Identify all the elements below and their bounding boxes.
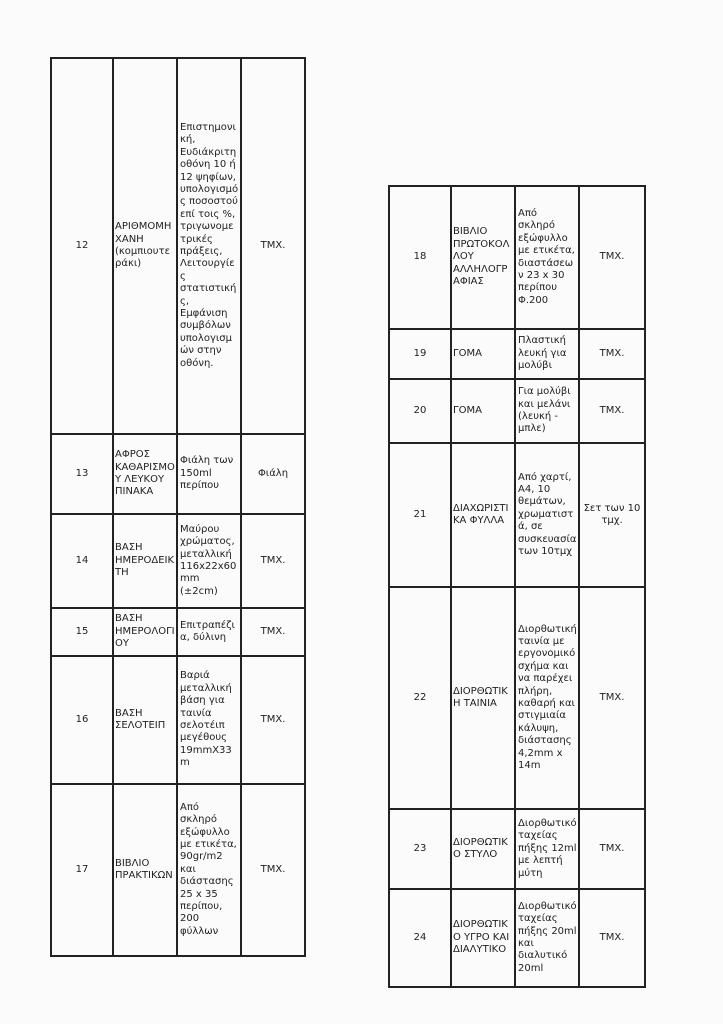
item-number: 20 bbox=[389, 379, 451, 443]
item-name: ΒΑΣΗ ΣΕΛΟΤΕΙΠ bbox=[113, 656, 177, 784]
item-unit: ΤΜΧ. bbox=[579, 587, 645, 809]
item-unit: Φιάλη bbox=[241, 434, 305, 514]
table-row bbox=[51, 434, 305, 514]
table-row bbox=[51, 608, 305, 656]
item-name: ΔΙΟΡΘΩΤΙΚΟ ΣΤΥΛΟ bbox=[451, 809, 515, 889]
item-name: ΑΦΡΟΣ ΚΑΘΑΡΙΣΜΟΥ ΛΕΥΚΟΥ ΠΙΝΑΚΑ bbox=[113, 434, 177, 514]
table-row bbox=[51, 656, 305, 784]
item-number: 16 bbox=[51, 656, 113, 784]
item-description: Επιστημονική, Ευδιάκριτη οθόνη 10 ή 12 ψηφίων, υπολογισμός ποσοστού επί τοις %, τριγωνομετρικές πράξεις, Λειτουργίες στατιστικής, Εμφάνιση συμβόλων υπολογισμών στην οθόνη. bbox=[177, 58, 241, 434]
item-number: 22 bbox=[389, 587, 451, 809]
item-description: Μαύρου χρώματος, μεταλλική 116x22x60 mm (±2cm) bbox=[177, 514, 241, 608]
item-name: ΓΟΜΑ bbox=[451, 379, 515, 443]
table-row bbox=[389, 809, 645, 889]
table-row bbox=[389, 379, 645, 443]
item-number: 17 bbox=[51, 784, 113, 956]
table-row bbox=[51, 58, 305, 434]
item-number: 21 bbox=[389, 443, 451, 587]
item-name: ΑΡΙΘΜΟΜΗΧΑΝΗ (κομπιουτεράκι) bbox=[113, 58, 177, 434]
item-unit: ΤΜΧ. bbox=[579, 329, 645, 379]
item-unit: ΤΜΧ. bbox=[579, 889, 645, 987]
item-description: Διορθωτική ταινία με εργονομικό σχήμα και να παρέχει πλήρη, καθαρή και στιγμιαία κάλυψη, διάστασης 4,2mm x 14m bbox=[515, 587, 579, 809]
table-row bbox=[51, 514, 305, 608]
item-number: 23 bbox=[389, 809, 451, 889]
item-description: Διορθωτικό ταχείας πήξης 20ml και διαλυτικό 20ml bbox=[515, 889, 579, 987]
item-description: Βαριά μεταλλική βάση για ταινία σελοτέιπ μεγέθους 19mmX33m bbox=[177, 656, 241, 784]
table-row bbox=[51, 784, 305, 956]
item-name: ΒΑΣΗ ΗΜΕΡΟΛΟΓΙΟΥ bbox=[113, 608, 177, 656]
item-unit: ΤΜΧ. bbox=[579, 809, 645, 889]
item-name: ΓΟΜΑ bbox=[451, 329, 515, 379]
table-row bbox=[389, 443, 645, 587]
item-description: Από σκληρό εξώφυλλο με ετικέτα, διαστάσεων 23 x 30 περίπου Φ.200 bbox=[515, 186, 579, 329]
item-unit: ΤΜΧ. bbox=[579, 379, 645, 443]
item-unit: ΤΜΧ. bbox=[241, 58, 305, 434]
item-number: 24 bbox=[389, 889, 451, 987]
item-unit: ΤΜΧ. bbox=[579, 186, 645, 329]
item-description: Φιάλη των 150ml περίπου bbox=[177, 434, 241, 514]
item-name: ΔΙΟΡΘΩΤΙΚΟ ΥΓΡΟ ΚΑΙ ΔΙΑΛΥΤΙΚΟ bbox=[451, 889, 515, 987]
item-number: 12 bbox=[51, 58, 113, 434]
table-row bbox=[389, 329, 645, 379]
item-unit: Σετ των 10 τμχ. bbox=[579, 443, 645, 587]
item-description: Διορθωτικό ταχείας πήξης 12ml με λεπτή μύτη bbox=[515, 809, 579, 889]
item-number: 13 bbox=[51, 434, 113, 514]
item-description: Από σκληρό εξώφυλλο με ετικέτα, 90gr/m2 και διάστασης 25 x 35 περίπου, 200 φύλλων bbox=[177, 784, 241, 956]
supplies-table-left bbox=[50, 57, 306, 957]
item-name: ΒΑΣΗ ΗΜΕΡΟΔΕΙΚΤΗ bbox=[113, 514, 177, 608]
table-row bbox=[389, 889, 645, 987]
item-name: ΒΙΒΛΙΟ ΠΡΩΤΟΚΟΛΛΟΥ ΑΛΛΗΛΟΓΡΑΦΙΑΣ bbox=[451, 186, 515, 329]
item-name: ΔΙΟΡΘΩΤΙΚΗ ΤΑΙΝΙΑ bbox=[451, 587, 515, 809]
item-unit: ΤΜΧ. bbox=[241, 514, 305, 608]
item-number: 15 bbox=[51, 608, 113, 656]
item-description: Από χαρτί, Α4, 10 θεμάτων, χρωματιστά, σε συσκευασία των 10τμχ bbox=[515, 443, 579, 587]
item-number: 14 bbox=[51, 514, 113, 608]
supplies-table-right bbox=[388, 185, 646, 988]
item-name: ΔΙΑΧΩΡΙΣΤΙΚΑ ΦΥΛΛΑ bbox=[451, 443, 515, 587]
item-unit: ΤΜΧ. bbox=[241, 608, 305, 656]
item-description: Για μολύβι και μελάνι (λευκή - μπλε) bbox=[515, 379, 579, 443]
item-description: Επιτραπέζια, δύλινη bbox=[177, 608, 241, 656]
item-number: 19 bbox=[389, 329, 451, 379]
item-name: ΒΙΒΛΙΟ ΠΡΑΚΤΙΚΩΝ bbox=[113, 784, 177, 956]
item-number: 18 bbox=[389, 186, 451, 329]
table-row bbox=[389, 587, 645, 809]
item-unit: ΤΜΧ. bbox=[241, 656, 305, 784]
table-row bbox=[389, 186, 645, 329]
item-description: Πλαστική λευκή για μολύβι bbox=[515, 329, 579, 379]
item-unit: ΤΜΧ. bbox=[241, 784, 305, 956]
